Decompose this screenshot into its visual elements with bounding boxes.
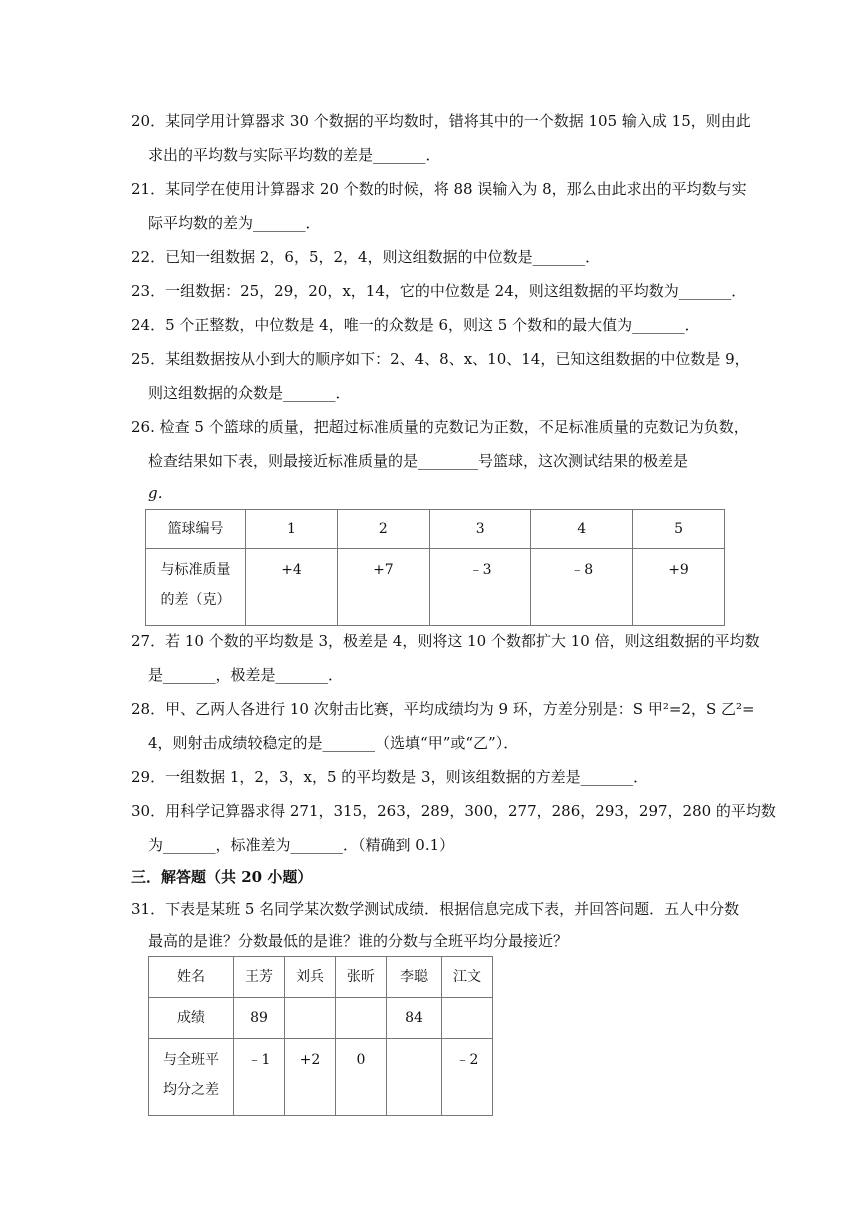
- table1-value-cell: ﹣8: [531, 549, 633, 626]
- table2-diff-cell: ﹣1: [234, 1039, 285, 1116]
- table2-score-cell: 84: [387, 998, 442, 1039]
- table1-row-label: [146, 549, 246, 626]
- question-25-line-2: 则这组数据的众数是_______．: [148, 384, 351, 402]
- table2-header-cell: 李聪: [387, 957, 442, 998]
- table1-header-cell: 2: [337, 510, 429, 549]
- table2-score-cell: [442, 998, 493, 1039]
- table2-diff-cell: +2: [285, 1039, 336, 1116]
- table2-diff-cell: [387, 1039, 442, 1116]
- table1-header-cell: 4: [531, 510, 633, 549]
- question-30-line-2: 为_______，标准差为_______．（精确到 0.1）: [148, 836, 455, 854]
- question-22-line-1: 22．已知一组数据 2，6，5，2，4，则这组数据的中位数是_______．: [131, 248, 601, 266]
- table2-diff-cell: ﹣2: [442, 1039, 493, 1116]
- table2-diff-label-line1: 与全班平: [163, 1052, 219, 1068]
- question-26-line-1: 26. 检查 5 个篮球的质量，把超过标准质量的克数记为正数，不足标准质量的克数记为负数，: [131, 418, 749, 436]
- question-30-line-1: 30．用科学记算器求得 271，315，263，289，300，277，286，293，297，280 的平均数: [131, 802, 776, 820]
- question-28-line-2: 4，则射击成绩较稳定的是_______（选填“甲”或“乙”）．: [148, 734, 519, 752]
- table2-header-cell: 王芳: [234, 957, 285, 998]
- question-26-line-3: g．: [148, 484, 173, 502]
- question-29-line-1: 29．一组数据 1，2，3，x，5 的平均数是 3，则该组数据的方差是_______．: [131, 768, 649, 786]
- question-21-line-1: 21．某同学在使用计算器求 20 个数的时候，将 88 误输入为 8，那么由此求出的平均数与实: [131, 180, 747, 198]
- table2-header-cell: 姓名: [149, 957, 234, 998]
- basketball-table: [145, 509, 725, 626]
- question-20-line-1: 20．某同学用计算器求 30 个数据的平均数时，错将其中的一个数据 105 输入成 15，则由此: [131, 112, 751, 130]
- question-20-line-2: 求出的平均数与实际平均数的差是_______．: [148, 146, 441, 164]
- table1-header-cell: 篮球编号: [146, 510, 246, 549]
- question-28-line-1: 28．甲、乙两人各进行 10 次射击比赛，平均成绩均为 9 环，方差分别是：S 甲²=2，S 乙²=: [131, 700, 755, 718]
- table1-row-label-line2: 的差（克）: [160, 592, 231, 608]
- table2-diff-label: [149, 1039, 234, 1116]
- section-title: 三．解答题（共 20 小题）: [131, 868, 313, 886]
- question-26-line-2: 检查结果如下表，则最接近标准质量的是________号篮球，这次测试结果的极差是: [148, 452, 689, 470]
- table1-value-cell: ﹣3: [429, 549, 531, 626]
- table2-header-cell: 张昕: [336, 957, 387, 998]
- question-24-line-1: 24．5 个正整数，中位数是 4，唯一的众数是 6，则这 5 个数和的最大值为_______．: [131, 316, 700, 334]
- table1-header-cell: 3: [429, 510, 531, 549]
- question-23-line-1: 23．一组数据：25，29，20，x，14，它的中位数是 24，则这组数据的平均数为_______．: [131, 282, 747, 300]
- table2-score-cell: [285, 998, 336, 1039]
- table2-score-cell: [336, 998, 387, 1039]
- table2-scores-label: 成绩: [149, 998, 234, 1039]
- table1-header-cell: 5: [633, 510, 725, 549]
- table2-diff-label-line2: 均分之差: [163, 1082, 219, 1098]
- table1-value-cell: +7: [337, 549, 429, 626]
- table1-header-cell: 1: [246, 510, 338, 549]
- table1-value-cell: +4: [246, 549, 338, 626]
- question-27-line-2: 是_______，极差是_______．: [148, 666, 344, 684]
- question-27-line-1: 27．若 10 个数的平均数是 3，极差是 4，则将这 10 个数都扩大 10 倍，则这组数据的平均数: [131, 632, 760, 650]
- question-21-line-2: 际平均数的差为_______．: [148, 214, 321, 232]
- question-31-line-2: 最高的是谁？分数最低的是谁？谁的分数与全班平均分最接近？: [148, 932, 569, 950]
- table1-value-cell: +9: [633, 549, 725, 626]
- table2-score-cell: 89: [234, 998, 285, 1039]
- question-25-line-1: 25．某组数据按从小到大的顺序如下：2、4、8、x、10、14，已知这组数据的中位数是 9，: [131, 350, 750, 368]
- question-31-line-1: 31．下表是某班 5 名同学某次数学测试成绩．根据信息完成下表，并回答问题．五人中分数: [131, 900, 740, 918]
- scores-table: [148, 956, 493, 1116]
- table2-header-cell: 刘兵: [285, 957, 336, 998]
- table2-diff-cell: 0: [336, 1039, 387, 1116]
- table1-row-label-line1: 与标准质量: [160, 562, 231, 578]
- table2-header-cell: 江文: [442, 957, 493, 998]
